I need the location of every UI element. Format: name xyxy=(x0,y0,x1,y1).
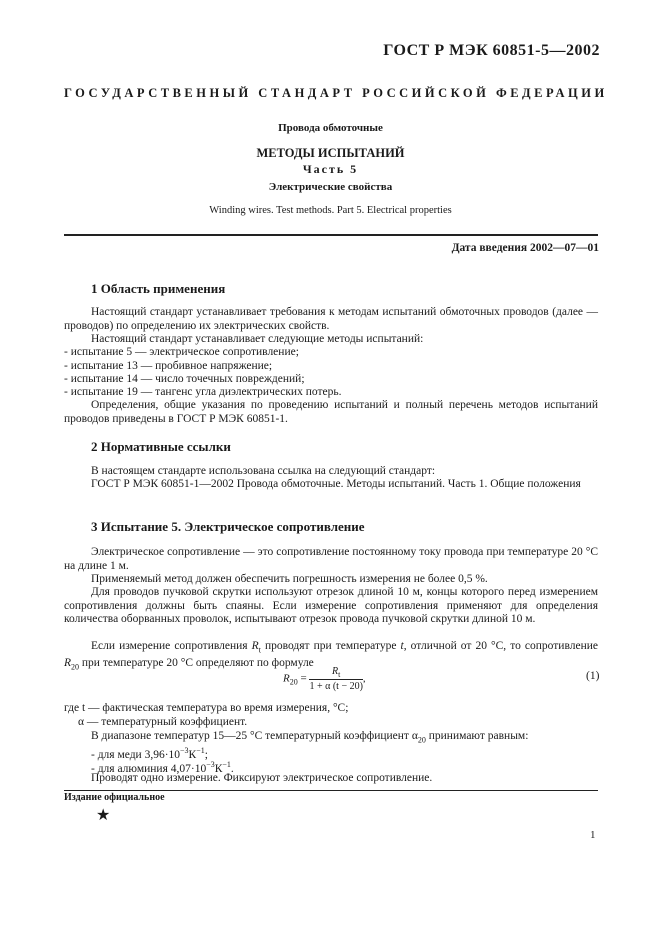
page-number: 1 xyxy=(590,829,596,841)
document-methods-title: МЕТОДЫ ИСПЫТАНИЙ xyxy=(256,146,405,160)
header-divider xyxy=(64,234,598,236)
section-2-heading: 2 Нормативные ссылки xyxy=(91,439,231,454)
official-edition-label: Издание официальное xyxy=(64,792,165,803)
list-item: - испытание 19 — тангенс угла диэлектрических потерь. xyxy=(64,386,342,398)
where-alpha-definition: α — температурный коэффициент. xyxy=(78,716,248,728)
english-title: Winding wires. Test methods. Part 5. Electrical properties xyxy=(209,205,452,216)
section-3-paragraph-3: Для проводов пучковой скрутки используют отрезок длиной 10 м, концы которого перед измерением сопротивления должны быть спаяны. Если измерение сопротивления применяют для определения количества оборванных проволок, испытывают отрезок провода пучковой скрутки длиной 10 м. xyxy=(64,586,598,625)
list-item: - испытание 5 — электрическое сопротивление; xyxy=(64,346,299,358)
final-statement: Проводят одно измерение. Фиксируют электрическое сопротивление. xyxy=(91,772,433,784)
section-1-paragraph-3: Определения, общие указания по проведению испытаний и полный перечень методов испытаний проводов приведены в ГОСТ Р МЭК 60851-1. xyxy=(64,399,598,425)
section-3-heading: 3 Испытание 5. Электрическое сопротивление xyxy=(91,519,365,534)
list-item: - испытание 13 — пробивное напряжение; xyxy=(64,360,273,372)
star-icon: ★ xyxy=(96,807,111,824)
aluminium-coefficient: - для алюминия $4,07\cdot 10^{-3}К^{-1}$. xyxy=(91,760,234,775)
document-part: Часть 5 xyxy=(302,162,359,176)
formula-number: (1) xyxy=(586,670,600,682)
section-2-reference: ГОСТ Р МЭК 60851-1—2002 Провода обмоточные. Методы испытаний. Часть 1. Общие положения xyxy=(91,478,581,490)
list-item: - испытание 14 — число точечных повреждений; xyxy=(64,373,305,385)
document-subject: Провода обмоточные xyxy=(278,122,383,134)
section-2-paragraph-1: В настоящем стандарте использована ссылка на следующий стандарт: xyxy=(91,465,436,477)
section-1-paragraph-2: Настоящий стандарт устанавливает следующие методы испытаний: xyxy=(91,333,424,345)
document-properties: Электрические свойства xyxy=(268,181,393,193)
state-standard-title: ГОСУДАРСТВЕННЫЙ СТАНДАРТ РОССИЙСКОЙ ФЕДЕРАЦИИ xyxy=(64,86,608,100)
section-3-paragraph-2: Применяемый метод должен обеспечить погрешность измерения не более 0,5 %. xyxy=(91,573,488,585)
section-1-heading: 1 Область применения xyxy=(91,281,226,296)
formula-numerator: $R_t$ xyxy=(309,666,362,680)
formula-fraction xyxy=(309,666,362,692)
temperature-range-line: В диапазоне температур 15—25 °С температурный коэффициент $\alpha_{20}$ принимают равным: xyxy=(91,730,529,745)
gost-code: ГОСТ Р МЭК 60851-5—2002 xyxy=(383,42,600,59)
section-1-paragraph-1: Настоящий стандарт устанавливает требования к методам испытаний обмоточных проводов (далее — проводов) по определению их электрических свойств. xyxy=(64,306,598,332)
introduction-date: Дата введения 2002—07—01 xyxy=(451,242,599,254)
section-3-paragraph-4: Если измерение сопротивления $R_t$ проводят при температуре t, отличной от 20 °С, то сопротивление $R_{20}$ при температуре 20 °С определяют по формуле xyxy=(64,640,598,672)
footer-divider xyxy=(64,790,598,791)
resistance-formula: $R_{20}$ = $\frac{R_t}{1 + \alpha (t - 20)}$ , xyxy=(283,666,366,692)
formula-denominator: 1 + α (t − 20) xyxy=(309,681,363,692)
copper-coefficient: - для меди $3,96\cdot 10^{-3}К^{-1}$; xyxy=(91,746,208,761)
section-3-paragraph-1: Электрическое сопротивление — это сопротивление постоянному току провода при температуре 20 °С на длине 1 м. xyxy=(64,546,598,572)
where-t-definition: где t — фактическая температура во время измерения, °С; xyxy=(64,702,349,714)
